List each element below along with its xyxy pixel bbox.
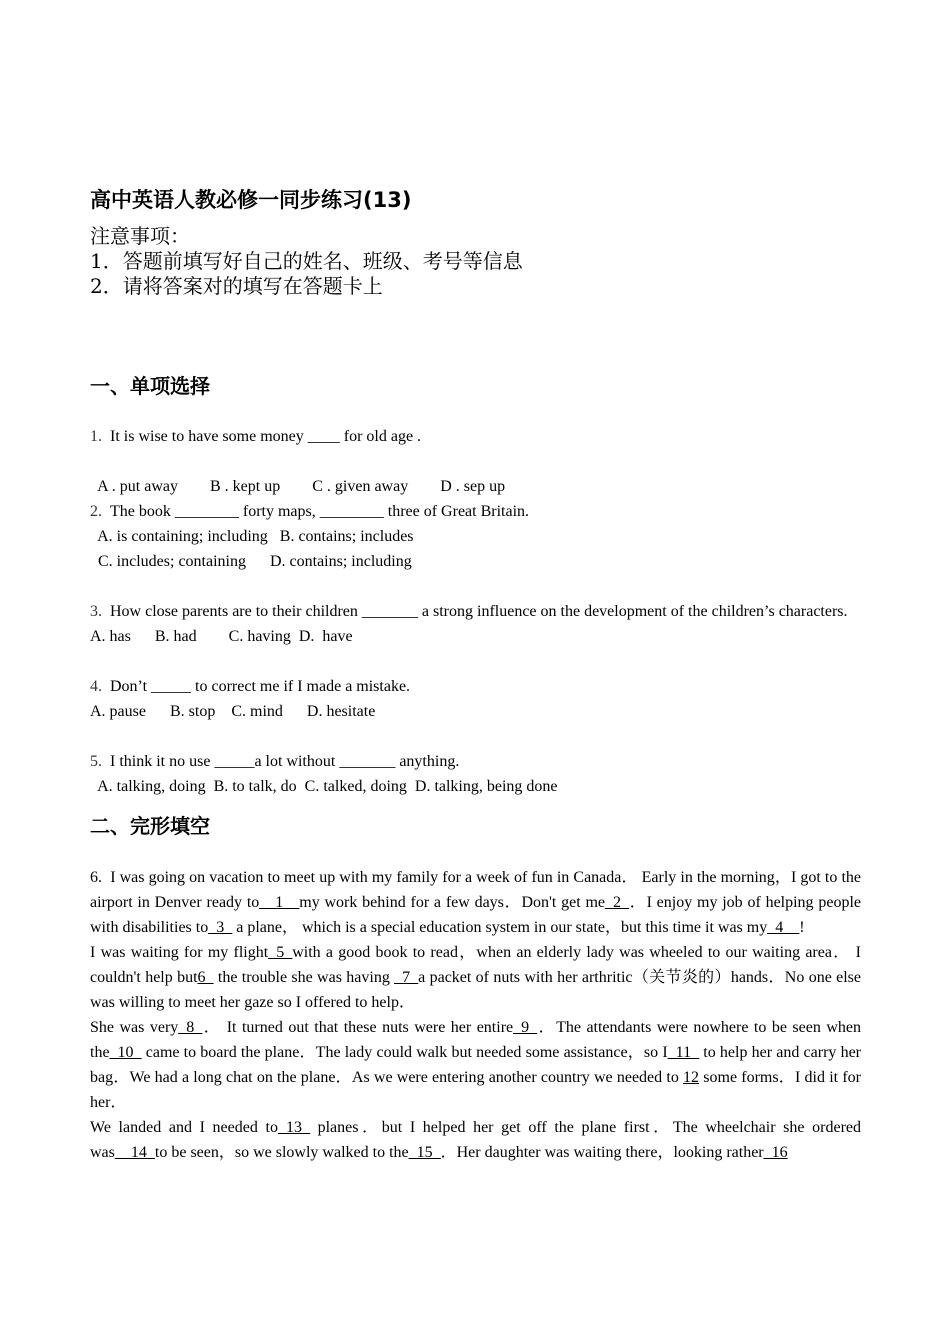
section-heading-single-choice: 一、单项选择 <box>90 374 210 398</box>
cloze-text: ! <box>799 919 805 936</box>
section-heading-cloze: 二、完形填空 <box>90 814 210 838</box>
cloze-text: ．The attendants were nowhere to be seen when the <box>90 1019 861 1061</box>
cloze-blank: _8_ <box>178 1019 203 1036</box>
question-number: 3. <box>90 603 102 620</box>
cloze-blank: _15_ <box>408 1144 441 1161</box>
cloze-text: planes．but I helped her get off the plane first．The wheelchair she ordered was <box>90 1119 862 1161</box>
question-number: 4. <box>90 678 102 695</box>
notice-block <box>90 224 861 299</box>
question-stem: Don’t _____ to correct me if I made a mistake. <box>110 678 411 695</box>
cloze-text: We landed and I needed to <box>90 1119 278 1136</box>
question-options <box>90 699 861 724</box>
cloze-text: to be seen，so we slowly walked to the <box>154 1144 409 1161</box>
cloze-blank: _11_ <box>667 1044 700 1061</box>
document-title: 高中英语人教必修一同步练习(13) <box>90 188 412 212</box>
cloze-blank: _2_ <box>605 894 630 911</box>
question-number: 1. <box>90 428 102 445</box>
cloze-blank: _16 <box>763 1144 788 1161</box>
question-1 <box>90 424 861 449</box>
question-options <box>90 524 861 549</box>
notice-item: 1．答题前填写好自己的姓名、班级、考号等信息 <box>90 249 523 273</box>
cloze-blank: _7_ <box>394 969 419 986</box>
cloze-blank: __1__ <box>259 894 300 911</box>
cloze-blank: _3_ <box>208 919 233 936</box>
question-stem: I think it no use _____a lot without _______ anything. <box>110 753 460 770</box>
cloze-text: a plane， which is a special education system in our state，but this time it was my <box>236 919 768 936</box>
notice-item: 2．请将答案对的填写在答题卡上 <box>90 274 383 298</box>
cloze-text: a packet of nuts with her arthritic（关节炎的）hands．No one else was willing to meet her gaze so I offered to help． <box>90 969 862 1011</box>
option-line: A. talking, doing B. to talk, do C. talked, doing D. talking, being done <box>97 778 558 795</box>
cloze-paragraph-2 <box>90 940 861 1015</box>
question-number: 2. <box>90 503 102 520</box>
question-number: 6. <box>90 869 102 886</box>
cloze-text: I was waiting for my flight <box>90 944 269 961</box>
cloze-text: ． It turned out that these nuts were her entire <box>202 1019 514 1036</box>
cloze-text: She was very <box>90 1019 179 1036</box>
option-line: A . put away B . kept up C . given away D . sep up <box>97 478 506 495</box>
cloze-paragraph-1 <box>90 865 861 940</box>
cloze-blank: _13_ <box>277 1119 310 1136</box>
question-options <box>90 624 861 649</box>
option-line: A. has B. had C. having D. have <box>90 628 353 645</box>
cloze-text: with a good book to read，when an elderly lady was wheeled to our waiting area． I couldn't help but <box>90 944 862 986</box>
question-4 <box>90 674 861 699</box>
cloze-blank: 6_ <box>197 969 214 986</box>
cloze-text: ．Her daughter was waiting there，looking rather <box>440 1144 764 1161</box>
cloze-blank: __14_ <box>114 1144 155 1161</box>
cloze-blank: _9_ <box>513 1019 538 1036</box>
cloze-text: ．I enjoy my job of helping people with disabilities to <box>90 894 861 936</box>
cloze-text: came to board the plane．The lady could walk but needed some assistance，so I <box>145 1044 668 1061</box>
document-page <box>90 186 861 1165</box>
cloze-blank: _5_ <box>268 944 293 961</box>
cloze-paragraph-3 <box>90 1015 861 1115</box>
cloze-text: some forms．I did it for her． <box>90 1069 861 1111</box>
option-line: A. pause B. stop C. mind D. hesitate <box>90 703 376 720</box>
question-stem: The book ________ forty maps, ________ three of Great Britain. <box>110 503 530 520</box>
question-stem: How close parents are to their children _______ a strong influence on the development of the children’s characters. <box>110 603 848 620</box>
question-2 <box>90 499 861 524</box>
cloze-text: I was going on vacation to meet up with my family for a week of fun in Canada． Early in the morning，I got to the airport in Denver ready to <box>90 869 862 911</box>
question-stem: It is wise to have some money ____ for old age . <box>110 428 422 445</box>
cloze-paragraph-4 <box>90 1115 861 1165</box>
question-3 <box>90 599 861 624</box>
notice-heading: 注意事项： <box>90 224 190 248</box>
option-line: C. includes; containing D. contains; including <box>98 553 412 570</box>
question-options <box>90 474 861 499</box>
cloze-text: to help her and carry her bag．We had a long chat on the plane．As we were entering another country we needed to <box>90 1044 862 1086</box>
cloze-text: my work behind for a few days．Don't get me <box>299 894 606 911</box>
question-options <box>90 549 861 574</box>
cloze-text: the trouble she was having <box>217 969 395 986</box>
question-number: 5. <box>90 753 102 770</box>
cloze-blank: _4__ <box>767 919 800 936</box>
question-5 <box>90 749 861 774</box>
cloze-blank: _10_ <box>109 1044 142 1061</box>
cloze-blank: 12 <box>683 1069 700 1086</box>
option-line: A. is containing; including B. contains; includes <box>97 528 414 545</box>
question-options <box>90 774 861 799</box>
